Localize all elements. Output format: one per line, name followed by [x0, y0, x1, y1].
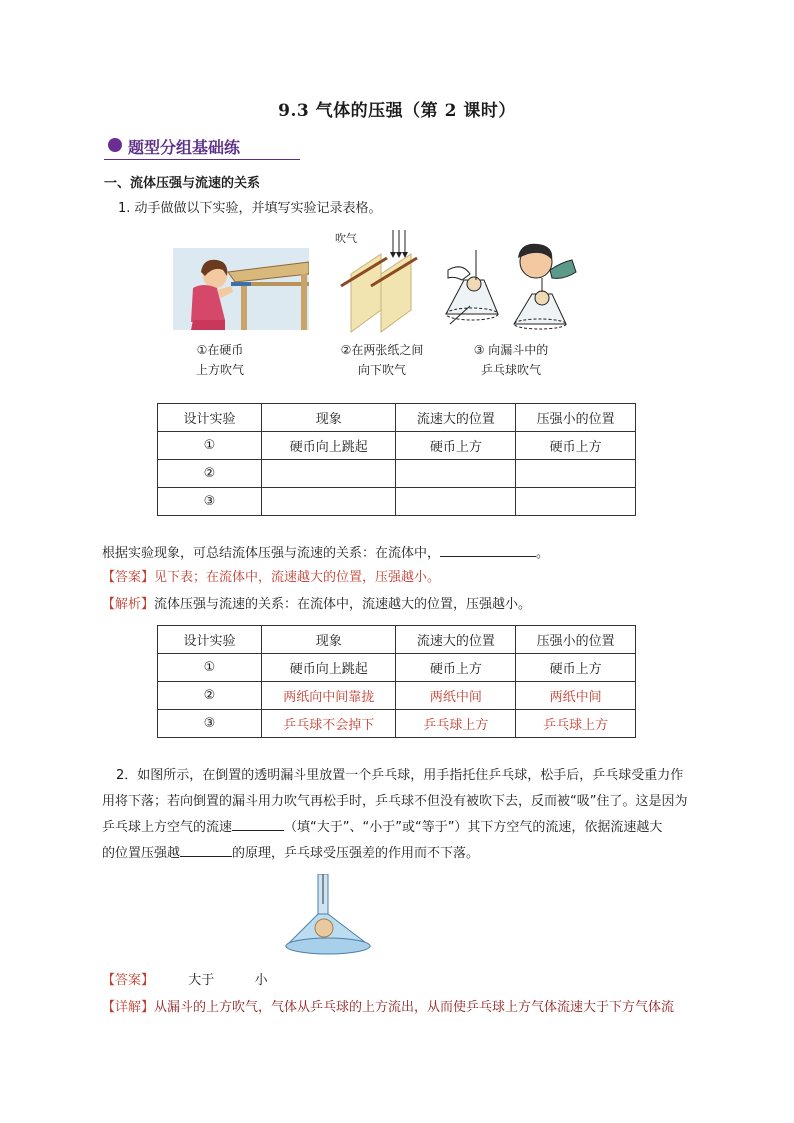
answer-tag: 【答案】	[102, 570, 155, 585]
bullet-dot-icon	[108, 138, 122, 152]
answer-blank[interactable]	[440, 542, 536, 557]
table-cell[interactable]	[261, 488, 396, 516]
table-cell: ③	[158, 488, 262, 516]
detail-text: 从漏斗的上方吹气，气体从乒乓球的上方流出，从而使乒乓球上方气体流速大于下方气体流	[154, 1000, 675, 1015]
section-banner-text: 题型分组基础练	[128, 138, 241, 157]
answer-table	[157, 625, 636, 738]
q1-stem: 1. 动手做做以下实验，并填写实验记录表格。	[118, 201, 382, 216]
q1-analysis	[102, 595, 531, 615]
table-header-cell: 现象	[261, 626, 396, 654]
experiment-record-table	[157, 403, 636, 516]
table-row	[158, 654, 636, 682]
table-header-cell: 设计实验	[158, 404, 262, 432]
page-title: 9.3 气体的压强（第 2 课时）	[278, 101, 516, 121]
table-cell: ②	[158, 460, 262, 488]
q2-stem: 2．如图所示，在倒置的透明漏斗里放置一个乒乓球，用手指托住乒乓球，松手后，乒乓球受重力作 用将下落；若向倒置的漏斗用力吹气再松手时，乒乓球不但没有被吹下去，反而被“吸”住了。这是因为 乒乓球上方空气的流速 （填“大于”、“小于”或“等于”）其下方空气的流速，依据流速越大 的位置压强越 的原理，乒乓球受压强差的作用而不下落。	[102, 768, 688, 861]
table-cell[interactable]	[261, 460, 396, 488]
two-papers-figure	[335, 228, 435, 334]
table-row	[158, 460, 636, 488]
table-header-cell: 现象	[261, 404, 396, 432]
table-cell[interactable]	[396, 488, 516, 516]
table-header-cell: 流速大的位置	[396, 404, 516, 432]
table-cell[interactable]	[516, 460, 636, 488]
table-cell: ②	[158, 682, 262, 710]
coin-experiment-figure	[173, 248, 309, 330]
table-cell: 两纸中间	[516, 682, 636, 710]
table-cell: 乒乓球不会掉下	[261, 710, 396, 738]
q2-detail	[102, 998, 722, 1018]
section-heading: 一、流体压强与流速的关系	[104, 176, 261, 191]
table-header-cell: 压强小的位置	[516, 404, 636, 432]
table-cell: 乒乓球上方	[516, 710, 636, 738]
answer-text: 见下表；在流体中，流速越大的位置，压强越小。	[154, 570, 441, 585]
answer-tag: 【答案】	[102, 973, 155, 988]
table-cell: 硬币向上跳起	[261, 432, 396, 460]
section-banner	[104, 135, 300, 160]
answer-blank[interactable]	[232, 816, 284, 831]
table-header-cell: 压强小的位置	[516, 626, 636, 654]
blow-label: 吹气	[335, 232, 357, 245]
table-cell[interactable]	[396, 460, 516, 488]
caption-1: ①在硬币 上方吹气	[195, 343, 244, 377]
table-header-row	[158, 626, 636, 654]
answer-value: 大于	[188, 973, 215, 988]
table-cell[interactable]	[516, 488, 636, 516]
table-header-cell: 流速大的位置	[396, 626, 516, 654]
table-cell: ①	[158, 654, 262, 682]
table-cell: 两纸向中间靠拢	[261, 682, 396, 710]
q1-answer	[102, 568, 440, 588]
table-cell: 硬币上方	[516, 432, 636, 460]
table-cell: ③	[158, 710, 262, 738]
table-row	[158, 682, 636, 710]
detail-tag: 【详解】	[102, 1000, 155, 1015]
analysis-text: 流体压强与流速的关系：在流体中，流速越大的位置，压强越小。	[154, 597, 532, 612]
table-cell: ①	[158, 432, 262, 460]
table-row	[158, 710, 636, 738]
table-row	[158, 488, 636, 516]
q2-answer	[102, 971, 268, 991]
caption-2: ②在两张纸之间 向下吹气	[340, 343, 424, 377]
table-cell: 硬币上方	[396, 654, 516, 682]
answer-blank[interactable]	[180, 842, 232, 857]
funnel-ball-figure	[282, 874, 374, 958]
analysis-tag: 【解析】	[102, 597, 155, 612]
table-header-row	[158, 404, 636, 432]
answer-value: 小	[254, 973, 268, 988]
table-cell: 硬币上方	[516, 654, 636, 682]
table-header-cell: 设计实验	[158, 626, 262, 654]
table-row	[158, 432, 636, 460]
table-cell: 乒乓球上方	[396, 710, 516, 738]
caption-3: ③ 向漏斗中的 乒乓球吹气	[473, 343, 549, 377]
table-cell: 硬币向上跳起	[261, 654, 396, 682]
table-cell: 硬币上方	[396, 432, 516, 460]
table-cell: 两纸中间	[396, 682, 516, 710]
q1-summary: 根据实验现象，可总结流体压强与流速的关系：在流体中， 。	[102, 542, 549, 564]
funnel-blow-figure	[440, 240, 580, 334]
